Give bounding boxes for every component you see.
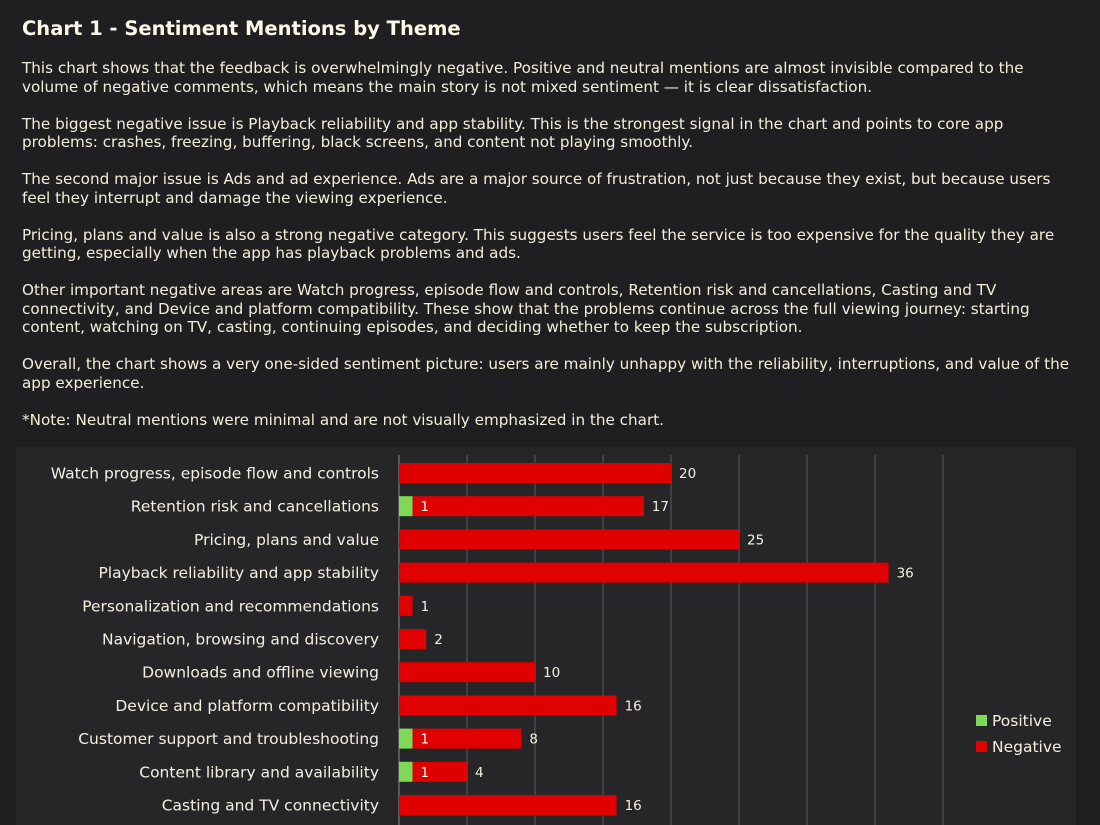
category-label: Navigation, browsing and discovery — [101, 630, 379, 649]
category-label: Playback reliability and app stability — [98, 564, 379, 583]
negative-data-label: 1 — [420, 598, 430, 615]
legend-label-negative: Negative — [992, 738, 1062, 756]
category-label: Pricing, plans and value — [194, 530, 379, 549]
negative-data-label: 16 — [624, 798, 642, 814]
category-label: Customer support and troubleshooting — [78, 730, 379, 749]
negative-data-label: 8 — [529, 731, 538, 748]
category-label: Device and platform compatibility — [115, 696, 379, 715]
narrative-paragraph: The biggest negative issue is Playback reliability and app stability. This is the strongest signal in the chart and points to core app problems: crashes, freezing, buffering, black screens, and content not playing smoothly. — [22, 114, 1004, 151]
negative-bar — [399, 596, 413, 616]
narrative-paragraph: Overall, the chart shows a very one-sided sentiment picture: users are mainly unhappy with the reliability, interruptions, and value of the app experience. — [22, 355, 1070, 392]
negative-data-label: 2 — [434, 632, 443, 648]
narrative-paragraph: Other important negative areas are Watch progress, episode flow and controls, Retention risk and cancellations, Casting and TV connectivity, and Device and platform compatibility. These show that the problems continue across the full viewing journey: starting content, watching on TV, casting, continuing episodes, and deciding whether to keep the subscription. — [22, 281, 1030, 336]
negative-bar — [399, 629, 426, 649]
chart-panel — [16, 447, 1076, 825]
negative-bar — [399, 695, 617, 715]
positive-bar — [399, 729, 413, 749]
narrative-paragraph: The second major issue is Ads and ad experience. Ads are a major source of frustration, not just because they exist, but because users feel they interrupt and damage the viewing experience. — [22, 170, 1051, 207]
legend-swatch-negative — [976, 741, 987, 752]
category-label: Retention risk and cancellations — [130, 497, 379, 516]
negative-data-label: 20 — [679, 466, 697, 482]
negative-bar — [399, 563, 889, 583]
category-label: Content library and availability — [139, 763, 379, 782]
category-label: Downloads and offline viewing — [142, 663, 379, 682]
legend-label-positive: Positive — [992, 712, 1052, 730]
category-label: Personalization and recommendations — [82, 597, 379, 616]
negative-bar — [399, 529, 739, 549]
positive-bar — [399, 762, 413, 782]
category-label: Casting and TV connectivity — [161, 796, 379, 815]
positive-data-label: 1 — [420, 500, 429, 516]
narrative-paragraph: This chart shows that the feedback is overwhelmingly negative. Positive and neutral mentions are almost invisible compared to the volume of negative comments, which means the main story is not mixed sentiment — it is clear dissatisfaction. — [22, 59, 1024, 96]
narrative-text — [22, 59, 1082, 448]
negative-bar — [399, 463, 671, 483]
negative-data-label: 4 — [475, 764, 484, 781]
narrative-note: *Note: Neutral mentions were minimal and are not visually emphasized in the chart. — [22, 410, 664, 429]
negative-bar — [413, 496, 644, 516]
bar-chart — [16, 447, 1076, 825]
negative-data-label: 25 — [747, 532, 765, 549]
negative-data-label: 16 — [624, 698, 642, 715]
narrative-paragraph: Pricing, plans and value is also a strong negative category. This suggests users feel the service is too expensive for the quality they are getting, especially when the app has playback problems and ads. — [22, 225, 1055, 262]
negative-data-label: 17 — [651, 499, 669, 516]
negative-bar — [413, 729, 522, 749]
negative-data-label: 36 — [896, 565, 914, 582]
chart-title: Chart 1 - Sentiment Mentions by Theme — [22, 17, 461, 40]
negative-bar — [399, 662, 535, 682]
positive-bar — [399, 496, 413, 516]
category-label: Watch progress, episode flow and controls — [50, 464, 379, 483]
positive-data-label: 1 — [420, 765, 429, 781]
legend-swatch-positive — [976, 715, 987, 726]
negative-data-label: 10 — [543, 665, 561, 682]
negative-bar — [399, 795, 617, 815]
positive-data-label: 1 — [420, 732, 429, 748]
